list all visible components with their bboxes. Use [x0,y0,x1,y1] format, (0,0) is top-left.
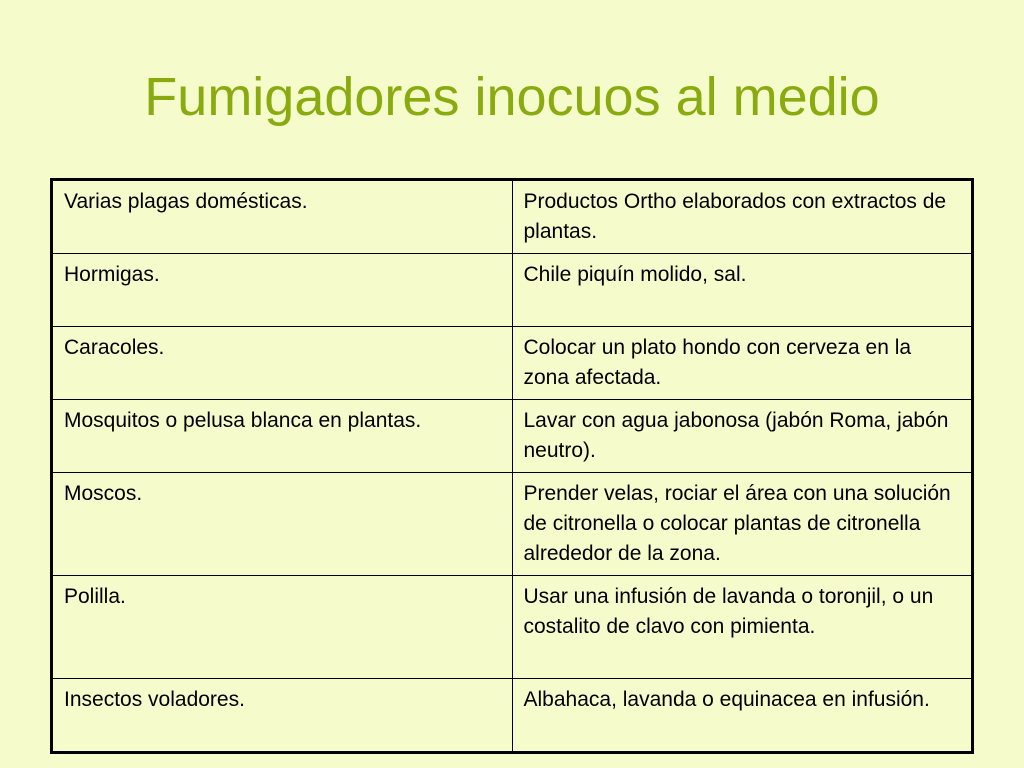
remedy-cell: Productos Ortho elaborados con extractos de plantas. [512,180,973,254]
pest-cell: Varias plagas domésticas. [52,180,513,254]
remedy-cell: Colocar un plato hondo con cerveza en la zona afectada. [512,327,973,400]
pest-cell: Mosquitos o pelusa blanca en plantas. [52,400,513,473]
table-row [52,400,973,473]
pest-remedy-table [50,178,974,754]
table-row [52,576,973,679]
pest-cell: Caracoles. [52,327,513,400]
remedy-cell: Lavar con agua jabonosa (jabón Roma, jabón neutro). [512,400,973,473]
table-row [52,254,973,327]
pest-cell: Insectos voladores. [52,679,513,753]
table-row [52,180,973,254]
table-row [52,679,973,753]
pest-cell: Moscos. [52,473,513,576]
pest-cell: Polilla. [52,576,513,679]
remedy-cell: Chile piquín molido, sal. [512,254,973,327]
table-row [52,473,973,576]
pest-cell: Hormigas. [52,254,513,327]
remedy-cell: Usar una infusión de lavanda o toronjil, o un costalito de clavo con pimienta. [512,576,973,679]
remedy-cell: Prender velas, rociar el área con una solución de citronella o colocar plantas de citronella alrededor de la zona. [512,473,973,576]
table-row [52,327,973,400]
slide-title: Fumigadores inocuos al medio [144,67,880,127]
remedy-cell: Albahaca, lavanda o equinacea en infusión. [512,679,973,753]
